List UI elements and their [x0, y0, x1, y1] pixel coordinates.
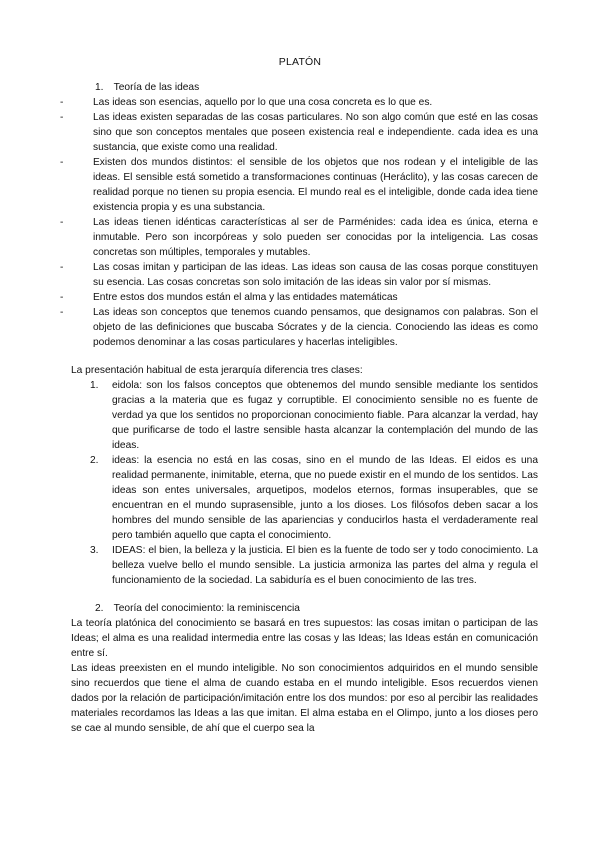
document-body: [60, 80, 538, 736]
list-item-text: Las ideas tienen idénticas características al ser de Parménides: cada idea es única, eterna e inmutable. Pero son incorpóreas y solo pueden ser conocidas por la inteligencia. Las cosas concretas son múltiples, temporales y mutables.: [93, 217, 538, 258]
spacer: [71, 588, 538, 601]
list-item-text: Entre estos dos mundos están el alma y las entidades matemáticas: [93, 292, 398, 303]
section-title: Teoría del conocimiento: la reminiscencia: [113, 603, 300, 614]
list-item: [60, 215, 538, 260]
list-item: [60, 305, 538, 350]
dash-bullet: -: [60, 292, 64, 303]
item-number: 1.: [90, 380, 99, 391]
list-item: [60, 290, 538, 305]
intro-paragraph: La presentación habitual de esta jerarquía diferencia tres clases:: [71, 365, 363, 376]
list-item-text: IDEAS: el bien, la belleza y la justicia. El bien es la fuente de todo ser y todo conocimiento. La belleza vuelve bello el mundo sensible. La justicia armoniza las partes del alma y regula el funcionamiento de la sociedad. La sabiduría es el buen conocimiento de las tres.: [112, 545, 538, 586]
section-heading: [71, 80, 538, 95]
list-item-text: eidola: son los falsos conceptos que obtenemos del mundo sensible mediante los sentidos gracias a la materia que es fugaz y corruptible. El conocimiento sensible no es fuente de verdad ya que los sentidos no proporcionan conocimiento fiable. Para alcanzar la verdad, hay que purificarse de todo el lastre sensible hasta alcanzar la contemplación del mundo de las ideas.: [112, 380, 538, 451]
list-item-text: ideas: la esencia no está en las cosas, sino en el mundo de las Ideas. El eidos es una realidad permanente, inimitable, eterna, que no puede existir en el mundo de los sentidos. Las ideas son entes universales, arquetipos, modelos eternos, formas insuperables, que se encuentran en el mundo suprasensible, junto a los dioses. Los filósofos deben sacar a los hombres del mundo sensible de las apariencias y conducirlos hasta el verdaderamente real pero también aquello que capta el conocimiento.: [112, 455, 538, 541]
classes-list: [90, 378, 538, 588]
list-item-text: Las ideas existen separadas de las cosas particulares. No son algo común que esté en las cosas sino que son conceptos mentales que poseen existencia real e independiente. cada idea es una sustancia, que existe como una realidad.: [93, 112, 538, 153]
dash-bullet: -: [60, 112, 64, 123]
list-item: [90, 378, 538, 453]
dash-bullet: -: [60, 262, 64, 273]
dash-bullet: -: [60, 97, 64, 108]
dash-bullet: -: [60, 307, 64, 318]
section-number: 2.: [95, 603, 104, 614]
paragraph: Las ideas preexisten en el mundo inteligible. No son conocimientos adquiridos en el mundo sensible sino recuerdos que tiene el alma de cuando estaba en el mundo inteligible. Esos recuerdos vienen dados por la relación de participación/imitación entre los dos mundos: por eso al percibir las realidades materiales recordamos las Ideas a las que imitan. El alma estaba en el Olimpo, junto a los dioses pero se cae al mundo sensible, de ahí que el cuerpo sea la: [71, 663, 538, 734]
item-number: 2.: [90, 455, 99, 466]
list-item: [60, 260, 538, 290]
list-item: [60, 95, 538, 110]
list-item-text: Las ideas son esencias, aquello por lo que una cosa concreta es lo que es.: [93, 97, 433, 108]
item-number: 3.: [90, 545, 99, 556]
list-item: [90, 453, 538, 543]
list-item-text: Existen dos mundos distintos: el sensible de los objetos que nos rodean y el inteligible de las ideas. El sensible está sometido a transformaciones continuas (Heráclito), y las cosas carecen de realidad porque no tienen su propia esencia. El mundo real es el inteligible, donde cada idea tiene existencia propia y es una substancia.: [93, 157, 538, 213]
list-item-text: Las cosas imitan y participan de las ideas. Las ideas son causa de las cosas porque constituyen su esencia. Las cosas concretas son solo imitación de las ideas sin valor por sí mismas.: [93, 262, 538, 288]
idea-list: [60, 95, 538, 350]
paragraph: La teoría platónica del conocimiento se basará en tres supuestos: las cosas imitan o participan de las Ideas; el alma es una realidad intermedia entre las cosas y las Ideas; las Ideas están en comunicación entre sí.: [71, 618, 538, 659]
section-number: 1.: [95, 82, 104, 93]
dash-bullet: -: [60, 217, 64, 228]
list-item: [60, 155, 538, 215]
section-title: Teoría de las ideas: [113, 82, 200, 93]
list-item: [90, 543, 538, 588]
section-heading: [71, 601, 538, 616]
page-title: PLATÓN: [278, 56, 322, 68]
list-item-text: Las ideas son conceptos que tenemos cuando pensamos, que designamos con palabras. Son el objeto de las definiciones que buscaba Sócrates y de la ciencia. Conociendo las ideas es como podemos denominar a las cosas particulares y hacerlas inteligibles.: [93, 307, 538, 348]
dash-bullet: -: [60, 157, 64, 168]
list-item: [60, 110, 538, 155]
spacer: [71, 350, 538, 363]
